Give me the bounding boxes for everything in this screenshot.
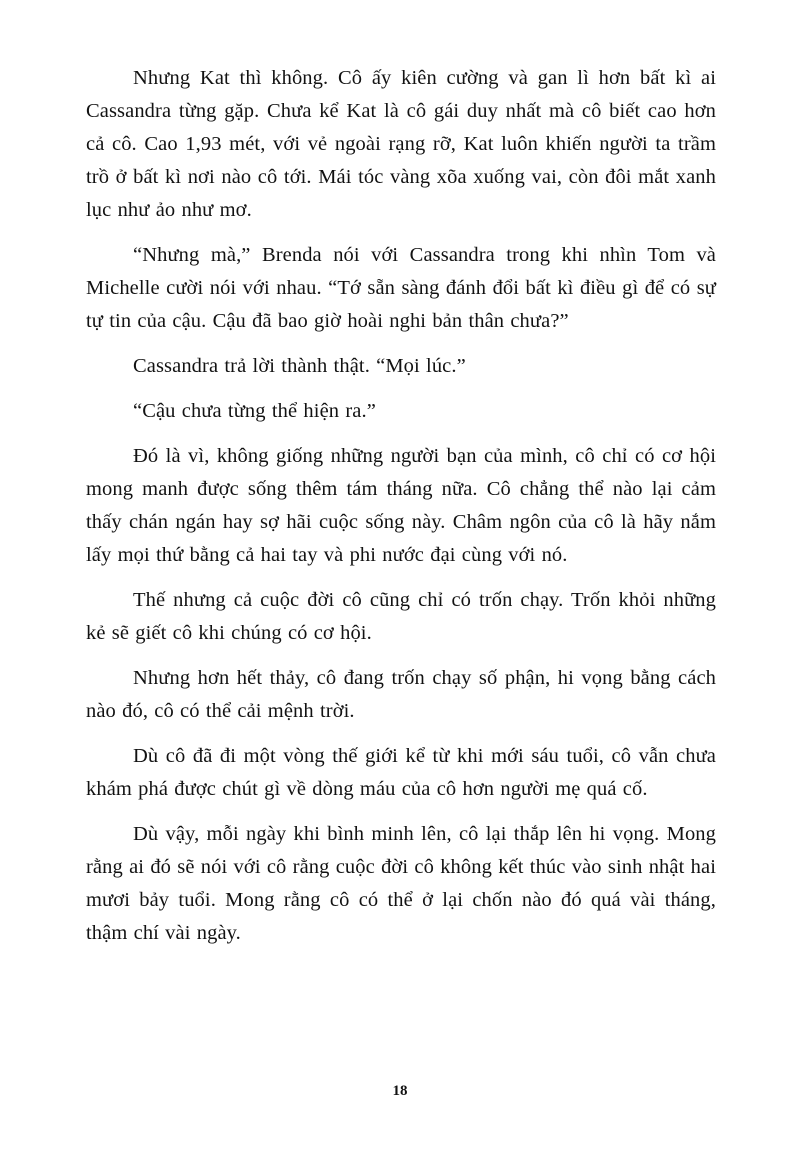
paragraph: Dù cô đã đi một vòng thế giới kể từ khi mới sáu tuổi, cô vẫn chưa khám phá được chút gì về dòng máu của cô hơn người mẹ quá cố. bbox=[86, 745, 716, 800]
paragraph: “Cậu chưa từng thể hiện ra.” bbox=[133, 400, 376, 422]
paragraph: Cassandra trả lời thành thật. “Mọi lúc.” bbox=[133, 355, 466, 377]
page-number: 18 bbox=[392, 1083, 408, 1099]
paragraph: Nhưng Kat thì không. Cô ấy kiên cường và gan lì hơn bất kì ai Cassandra từng gặp. Chưa kể Kat là cô gái duy nhất mà cô biết cao hơn cả cô. Cao 1,93 mét, với vẻ ngoài rạng rỡ, Kat luôn khiến người ta trầm trồ ở bất kì nơi nào cô tới. Mái tóc vàng xõa xuống vai, còn đôi mắt xanh lục như ảo như mơ. bbox=[86, 67, 716, 221]
paragraph: Dù vậy, mỗi ngày khi bình minh lên, cô lại thắp lên hi vọng. Mong rằng ai đó sẽ nói với cô rằng cuộc đời cô không kết thúc vào sinh nhật hai mươi bảy tuổi. Mong rằng cô có thể ở lại chốn nào đó quá vài tháng, thậm chí vài ngày. bbox=[86, 823, 716, 944]
paragraph: Đó là vì, không giống những người bạn của mình, cô chỉ có cơ hội mong manh được sống thêm tám tháng nữa. Cô chẳng thể nào lại cảm thấy chán ngán hay sợ hãi cuộc sống này. Châm ngôn của cô là hãy nắm lấy mọi thứ bằng cả hai tay và phi nước đại cùng với nó. bbox=[86, 445, 716, 566]
paragraph: Thế nhưng cả cuộc đời cô cũng chỉ có trốn chạy. Trốn khỏi những kẻ sẽ giết cô khi chúng có cơ hội. bbox=[86, 589, 716, 644]
paragraph: Nhưng hơn hết thảy, cô đang trốn chạy số phận, hi vọng bằng cách nào đó, cô có thể cải mệnh trời. bbox=[86, 667, 716, 722]
paragraph: “Nhưng mà,” Brenda nói với Cassandra trong khi nhìn Tom và Michelle cười nói với nhau. “Tớ sẵn sàng đánh đổi bất kì điều gì để có sự tự tin của cậu. Cậu đã bao giờ hoài nghi bản thân chưa?” bbox=[86, 244, 716, 332]
page-body bbox=[86, 62, 716, 950]
